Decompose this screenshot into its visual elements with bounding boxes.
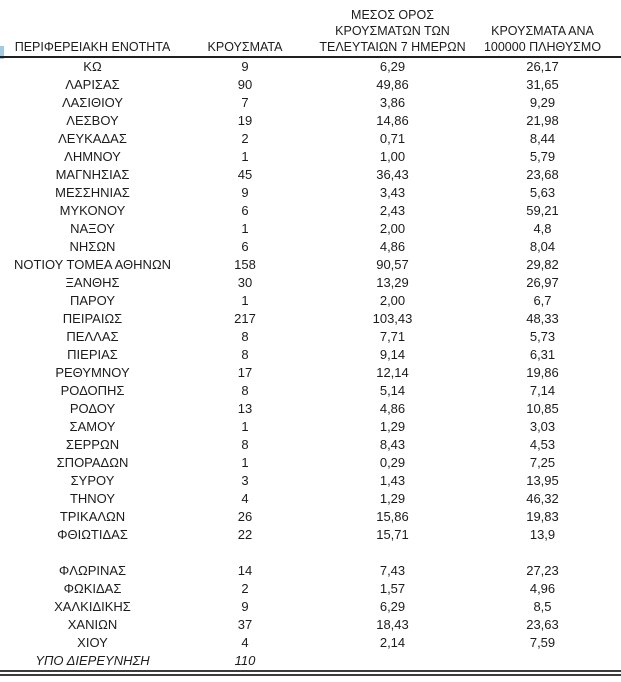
column-header-cases-label: ΚΡΟΥΣΜΑΤΑ bbox=[207, 40, 283, 54]
cell-per100k: 13,95 bbox=[526, 473, 559, 488]
column-header-per100k bbox=[480, 23, 605, 56]
cell-avg7: 12,14 bbox=[376, 365, 409, 380]
cell-per100k: 23,63 bbox=[526, 617, 559, 632]
table-row bbox=[0, 400, 621, 418]
cell-cases: 45 bbox=[237, 167, 253, 182]
cell-per100k: 6,7 bbox=[533, 293, 552, 308]
cell-per100k: 7,25 bbox=[529, 455, 556, 470]
cell-avg7: 7,43 bbox=[379, 563, 406, 578]
cell-region: ΠΙΕΡΙΑΣ bbox=[67, 347, 118, 362]
table-body bbox=[0, 58, 621, 670]
cell-per100k: 21,98 bbox=[526, 113, 559, 128]
cell-cases: 8 bbox=[241, 383, 249, 398]
cell-cases: 217 bbox=[234, 311, 256, 326]
cell-avg7: 2,14 bbox=[379, 635, 406, 650]
cell-cases: 4 bbox=[241, 491, 249, 506]
cell-avg7: 18,43 bbox=[376, 617, 409, 632]
cell-cases: 13 bbox=[237, 401, 253, 416]
cell-avg7: 7,71 bbox=[379, 329, 406, 344]
cell-cases: 2 bbox=[241, 581, 249, 596]
cell-avg7: 49,86 bbox=[376, 77, 409, 92]
table-row bbox=[0, 634, 621, 652]
cell-per100k: 29,82 bbox=[526, 257, 559, 272]
cell-cases: 6 bbox=[241, 239, 249, 254]
cell-cases: 4 bbox=[241, 635, 249, 650]
cell-cases: 8 bbox=[241, 329, 249, 344]
cell-per100k: 26,17 bbox=[526, 59, 559, 74]
cell-avg7: 103,43 bbox=[372, 311, 413, 326]
cell-per100k: 3,03 bbox=[529, 419, 556, 434]
cell-region: ΛΗΜΝΟΥ bbox=[64, 149, 121, 164]
table-row bbox=[0, 580, 621, 598]
column-header-avg7-line1: ΜΕΣΟΣ ΟΡΟΣ bbox=[351, 8, 434, 22]
table-row bbox=[0, 328, 621, 346]
table-row bbox=[0, 508, 621, 526]
cell-per100k: 5,79 bbox=[529, 149, 556, 164]
cell-avg7: 3,86 bbox=[379, 95, 406, 110]
cell-per100k: 19,86 bbox=[526, 365, 559, 380]
table-row bbox=[0, 526, 621, 544]
cell-avg7: 1,29 bbox=[379, 419, 406, 434]
cell-per100k: 8,44 bbox=[529, 131, 556, 146]
table-row bbox=[0, 184, 621, 202]
cell-per100k: 8,04 bbox=[529, 239, 556, 254]
cell-per100k bbox=[480, 652, 605, 670]
cell-cases: 158 bbox=[234, 257, 256, 272]
column-header-avg7 bbox=[305, 7, 480, 56]
cell-region: ΛΑΡΙΣΑΣ bbox=[65, 77, 120, 92]
cell-cases: 9 bbox=[241, 599, 249, 614]
cell-per100k: 5,73 bbox=[529, 329, 556, 344]
table-row bbox=[0, 382, 621, 400]
cell-region: ΧΙΟΥ bbox=[77, 635, 108, 650]
table-row bbox=[0, 148, 621, 166]
cell-cases: 90 bbox=[237, 77, 253, 92]
cell-per100k: 5,63 bbox=[529, 185, 556, 200]
table-row bbox=[0, 346, 621, 364]
table-row bbox=[0, 130, 621, 148]
cell-per100k: 13,9 bbox=[529, 527, 556, 542]
cell-avg7: 4,86 bbox=[379, 401, 406, 416]
column-header-cases bbox=[185, 39, 305, 56]
cell-avg7: 14,86 bbox=[376, 113, 409, 128]
cell-cases: 3 bbox=[241, 473, 249, 488]
cell-region: ΣΑΜΟΥ bbox=[69, 419, 116, 434]
cell-region: ΤΡΙΚΑΛΩΝ bbox=[59, 509, 126, 524]
cell-region: ΧΑΛΚΙΔΙΚΗΣ bbox=[54, 599, 131, 614]
table-row bbox=[0, 436, 621, 454]
cell-per100k: 23,68 bbox=[526, 167, 559, 182]
table-row bbox=[0, 616, 621, 634]
cell-cases: 37 bbox=[237, 617, 253, 632]
table-row bbox=[0, 112, 621, 130]
cell-region: ΦΘΙΩΤΙΔΑΣ bbox=[57, 527, 128, 542]
table-row bbox=[0, 94, 621, 112]
cell-avg7: 1,43 bbox=[379, 473, 406, 488]
cell-region: ΜΕΣΣΗΝΙΑΣ bbox=[55, 185, 130, 200]
cell-cases: 9 bbox=[241, 185, 249, 200]
cell-cases: 8 bbox=[241, 347, 249, 362]
table-row bbox=[0, 310, 621, 328]
cell-cases: 1 bbox=[241, 419, 249, 434]
cell-region: ΣΥΡΟΥ bbox=[70, 473, 115, 488]
table-row bbox=[0, 166, 621, 184]
cell-region: ΜΑΓΝΗΣΙΑΣ bbox=[55, 167, 130, 182]
table-row bbox=[0, 454, 621, 472]
cell-avg7: 90,57 bbox=[376, 257, 409, 272]
cell-region: ΚΩ bbox=[83, 59, 102, 74]
cell-cases: 2 bbox=[241, 131, 249, 146]
cell-region: ΛΑΣΙΘΙΟΥ bbox=[61, 95, 124, 110]
cell-cases: 1 bbox=[241, 221, 249, 236]
cell-region bbox=[0, 544, 185, 562]
cell-cases: 1 bbox=[241, 149, 249, 164]
cell-cases: 14 bbox=[237, 563, 253, 578]
cell-avg7: 8,43 bbox=[379, 437, 406, 452]
cell-avg7 bbox=[305, 652, 480, 670]
cell-per100k: 9,29 bbox=[529, 95, 556, 110]
cell-per100k: 4,53 bbox=[529, 437, 556, 452]
cell-avg7: 9,14 bbox=[379, 347, 406, 362]
cell-avg7: 0,71 bbox=[379, 131, 406, 146]
cell-cases: 17 bbox=[237, 365, 253, 380]
cell-avg7: 15,71 bbox=[376, 527, 409, 542]
column-header-per100k-line1: ΚΡΟΥΣΜΑΤΑ ΑΝΑ bbox=[491, 24, 594, 38]
cell-cases: 1 bbox=[241, 293, 249, 308]
cell-cases: 30 bbox=[237, 275, 253, 290]
cell-avg7: 36,43 bbox=[376, 167, 409, 182]
cell-avg7: 2,00 bbox=[379, 293, 406, 308]
cell-cases: 9 bbox=[241, 59, 249, 74]
cell-per100k: 6,31 bbox=[529, 347, 556, 362]
cell-avg7: 2,00 bbox=[379, 221, 406, 236]
table-row bbox=[0, 238, 621, 256]
table-row bbox=[0, 364, 621, 382]
column-header-region-label: ΠΕΡΙΦΕΡΕΙΑΚΗ ΕΝΟΤΗΤΑ bbox=[14, 40, 171, 54]
cell-region: ΠΕΛΛΑΣ bbox=[66, 329, 119, 344]
cell-per100k: 4,96 bbox=[529, 581, 556, 596]
cell-region: ΜΥΚΟΝΟΥ bbox=[59, 203, 126, 218]
cell-region: ΠΕΙΡΑΙΩΣ bbox=[62, 311, 123, 326]
cell-cases bbox=[185, 544, 305, 562]
cell-avg7: 1,57 bbox=[379, 581, 406, 596]
cell-per100k: 31,65 bbox=[526, 77, 559, 92]
cell-per100k: 4,8 bbox=[533, 221, 552, 236]
cell-region: ΧΑΝΙΩΝ bbox=[67, 617, 118, 632]
cell-region: ΝΗΣΩΝ bbox=[69, 239, 116, 254]
cell-per100k: 26,97 bbox=[526, 275, 559, 290]
cell-region: ΣΕΡΡΩΝ bbox=[65, 437, 120, 452]
cell-region: ΣΠΟΡΑΔΩΝ bbox=[56, 455, 129, 470]
cell-avg7: 5,14 bbox=[379, 383, 406, 398]
table-row bbox=[0, 490, 621, 508]
cell-per100k: 48,33 bbox=[526, 311, 559, 326]
cell-cases: 110 bbox=[234, 653, 256, 668]
column-header-region bbox=[0, 39, 185, 56]
cell-cases: 19 bbox=[237, 113, 253, 128]
cell-region: ΛΕΥΚΑΔΑΣ bbox=[58, 131, 127, 146]
cell-region: ΦΩΚΙΔΑΣ bbox=[63, 581, 122, 596]
table-row bbox=[0, 202, 621, 220]
cell-region: ΤΗΝΟΥ bbox=[69, 491, 116, 506]
cell-region: ΞΑΝΘΗΣ bbox=[65, 275, 120, 290]
table-row bbox=[0, 220, 621, 238]
cell-cases: 7 bbox=[241, 95, 249, 110]
table-row bbox=[0, 58, 621, 76]
bottom-double-rule bbox=[0, 670, 621, 676]
cell-region: ΡΟΔΟΥ bbox=[69, 401, 116, 416]
cell-region: ΝΑΞΟΥ bbox=[70, 221, 115, 236]
cell-per100k: 8,5 bbox=[533, 599, 552, 614]
cell-cases: 8 bbox=[241, 437, 249, 452]
table-row bbox=[0, 652, 621, 670]
table-header-row bbox=[0, 0, 621, 58]
cell-avg7: 6,29 bbox=[379, 59, 406, 74]
cell-region: ΛΕΣΒΟΥ bbox=[66, 113, 119, 128]
cell-avg7: 15,86 bbox=[376, 509, 409, 524]
cell-cases: 1 bbox=[241, 455, 249, 470]
cell-per100k: 27,23 bbox=[526, 563, 559, 578]
spacer-row bbox=[0, 544, 621, 562]
table-row bbox=[0, 562, 621, 580]
column-header-avg7-line2: ΚΡΟΥΣΜΑΤΩΝ ΤΩΝ bbox=[335, 24, 450, 38]
cell-per100k: 10,85 bbox=[526, 401, 559, 416]
cell-cases: 6 bbox=[241, 203, 249, 218]
cell-region: ΥΠΟ ΔΙΕΡΕΥΝΗΣΗ bbox=[35, 653, 150, 668]
cell-per100k: 19,83 bbox=[526, 509, 559, 524]
cell-avg7: 6,29 bbox=[379, 599, 406, 614]
cell-cases: 26 bbox=[237, 509, 253, 524]
table-row bbox=[0, 256, 621, 274]
cell-per100k: 7,59 bbox=[529, 635, 556, 650]
table-row bbox=[0, 598, 621, 616]
cell-region: ΡΟΔΟΠΗΣ bbox=[60, 383, 125, 398]
cell-avg7: 3,43 bbox=[379, 185, 406, 200]
cell-per100k bbox=[480, 544, 605, 562]
cell-per100k: 7,14 bbox=[529, 383, 556, 398]
cell-avg7 bbox=[305, 544, 480, 562]
cell-per100k: 46,32 bbox=[526, 491, 559, 506]
column-header-avg7-line3: ΤΕΛΕΥΤΑΙΩΝ 7 ΗΜΕΡΩΝ bbox=[319, 40, 466, 54]
cell-region: ΝΟΤΙΟΥ ΤΟΜΕΑ ΑΘΗΝΩΝ bbox=[13, 257, 172, 272]
cell-cases: 22 bbox=[237, 527, 253, 542]
cell-avg7: 0,29 bbox=[379, 455, 406, 470]
cell-avg7: 1,00 bbox=[379, 149, 406, 164]
column-header-per100k-line2: 100000 ΠΛΗΘΥΣΜΟ bbox=[483, 40, 602, 54]
cell-region: ΦΛΩΡΙΝΑΣ bbox=[58, 563, 127, 578]
table-row bbox=[0, 418, 621, 436]
table-row bbox=[0, 76, 621, 94]
table-row bbox=[0, 274, 621, 292]
cell-per100k: 59,21 bbox=[526, 203, 559, 218]
cell-avg7: 2,43 bbox=[379, 203, 406, 218]
cell-region: ΠΑΡΟΥ bbox=[69, 293, 116, 308]
cell-region: ΡΕΘΥΜΝΟΥ bbox=[55, 365, 130, 380]
cell-avg7: 4,86 bbox=[379, 239, 406, 254]
table-row bbox=[0, 472, 621, 490]
cell-avg7: 13,29 bbox=[376, 275, 409, 290]
table-row bbox=[0, 292, 621, 310]
cell-avg7: 1,29 bbox=[379, 491, 406, 506]
